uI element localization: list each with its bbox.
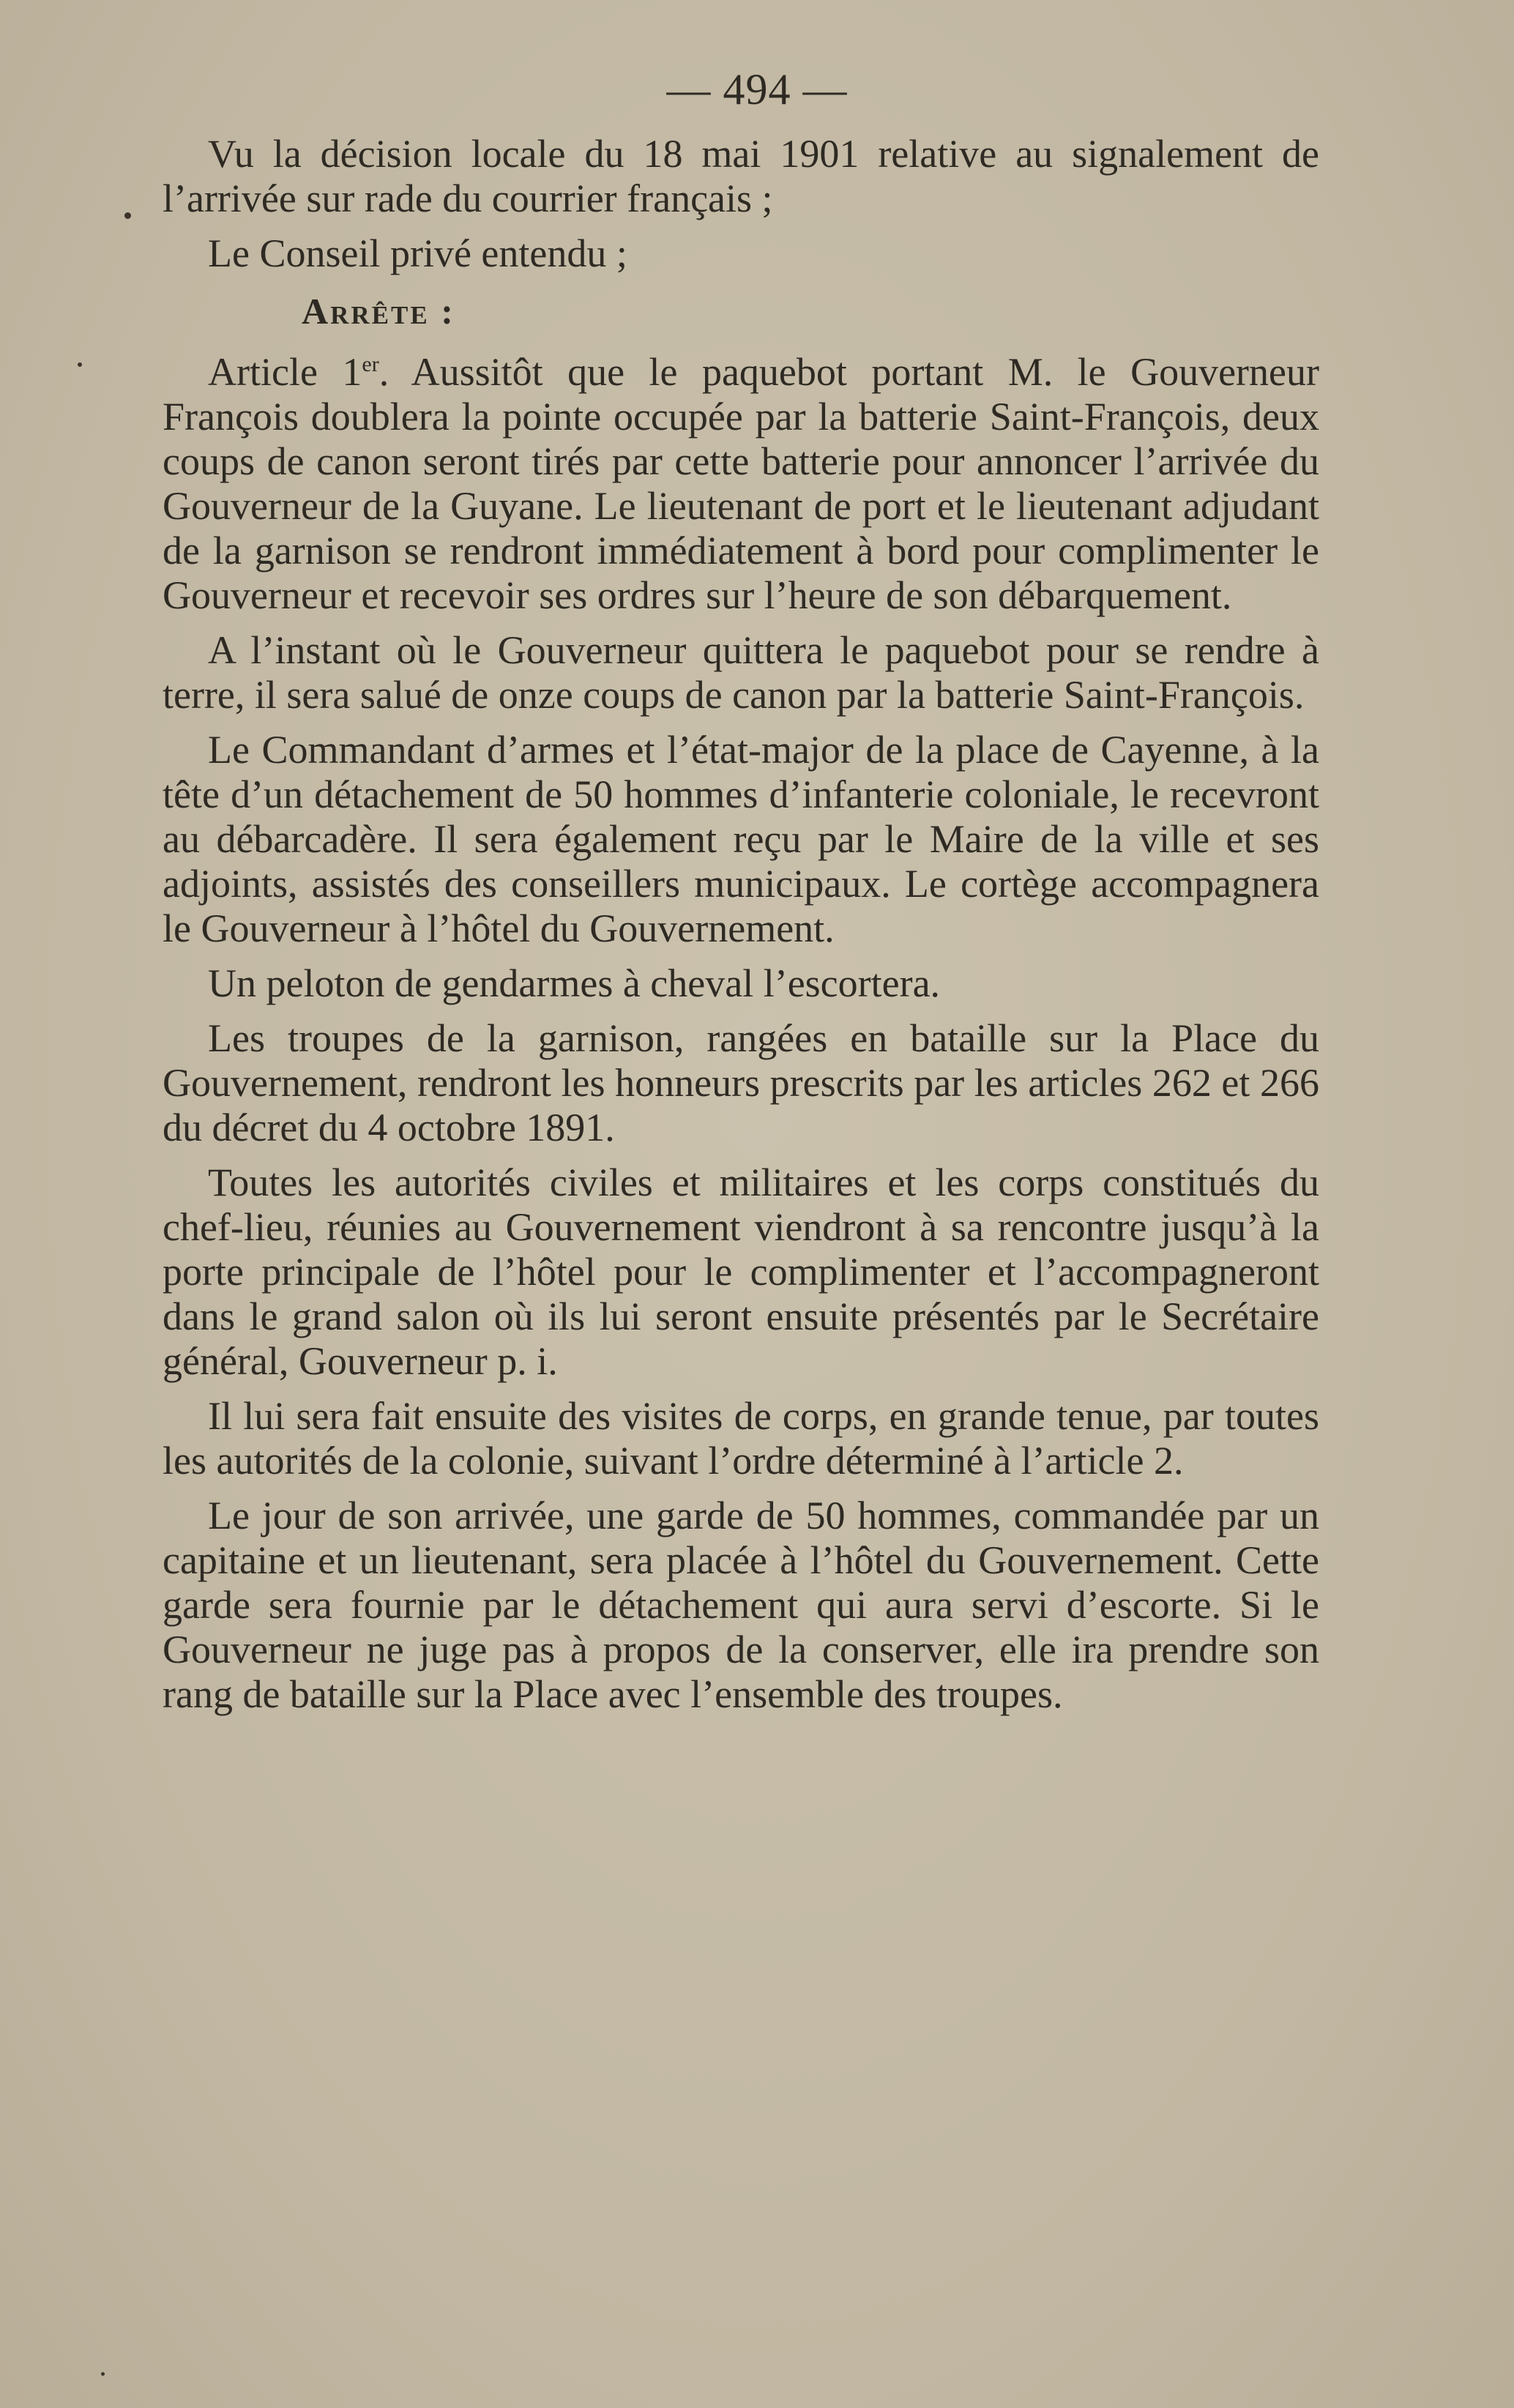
margin-speck	[101, 2372, 105, 2376]
paragraph-article-1	[163, 350, 1319, 618]
margin-speck	[78, 362, 82, 367]
paragraph-commandant: Le Commandant d’armes et l’état-major de la place de Cayenne, à la tête d’un détachement de 50 hommes d’infanterie coloniale, le recevront au débarcadère. Il sera également reçu par le Maire de la ville et ses adjoints, assistés des conseillers municipaux. Le cortège accompagnera le Gouverneur à l’hôtel du Gouvernement.	[163, 728, 1319, 950]
paragraph-autorites: Toutes les autorités civiles et militaires et les corps constitués du chef-lieu, réunies au Gouvernement viendront à sa rencontre jusqu’à la porte principale de l’hôtel pour le complimenter et l’accompagneront dans le grand salon où ils lui seront ensuite présentés par le Secrétaire général, Gouverneur p. i.	[163, 1160, 1319, 1383]
article-text: . Aussitôt que le paquebot portant M. le Gouverneur François doublera la pointe occupée par la batterie Saint-François, deux coups de canon seront tirés par cette batterie pour annoncer l’arrivée du Gouverneur de la Guyane. Le lieutenant de port et le lieutenant adjudant de la garnison se rendront immédiatement à bord pour complimenter le Gouverneur et recevoir ses ordres sur l’heure de son débarquement.	[163, 350, 1319, 617]
paragraph-peloton: Un peloton de gendarmes à cheval l’escortera.	[208, 961, 941, 1005]
body-text	[163, 132, 1319, 1727]
paragraph-troupes: Les troupes de la garnison, rangées en bataille sur la Place du Gouvernement, rendront les honneurs prescrits par les articles 262 et 266 du décret du 4 octobre 1891.	[163, 1016, 1319, 1149]
article-label: Article 1	[208, 350, 362, 394]
paragraph-conseil: Le Conseil privé entendu ;	[208, 231, 627, 275]
heading-arrete: Arrête :	[302, 291, 455, 332]
paragraph-visites: Il lui sera fait ensuite des visites de corps, en grande tenue, par toutes les autorités de la colonie, suivant l’ordre déterminé à l’article 2.	[163, 1394, 1319, 1483]
paragraph-vu: Vu la décision locale du 18 mai 1901 relative au signalement de l’arrivée sur rade du courrier français ;	[163, 132, 1319, 220]
margin-speck	[124, 212, 131, 219]
page-number: — 494 —	[666, 65, 848, 113]
paragraph-garde: Le jour de son arrivée, une garde de 50 hommes, commandée par un capitaine et un lieutenant, sera placée à l’hôtel du Gouvernement. Cette garde sera fournie par le détachement qui aura servi d’escorte. Si le Gouverneur ne juge pas à propos de la conserver, elle ira prendre son rang de bataille sur la Place avec l’ensemble des troupes.	[163, 1494, 1319, 1716]
paragraph-salut: A l’instant où le Gouverneur quittera le paquebot pour se rendre à terre, il sera salué de onze coups de canon par la batterie Saint-François.	[163, 628, 1319, 717]
article-ordinal: er	[362, 352, 379, 376]
